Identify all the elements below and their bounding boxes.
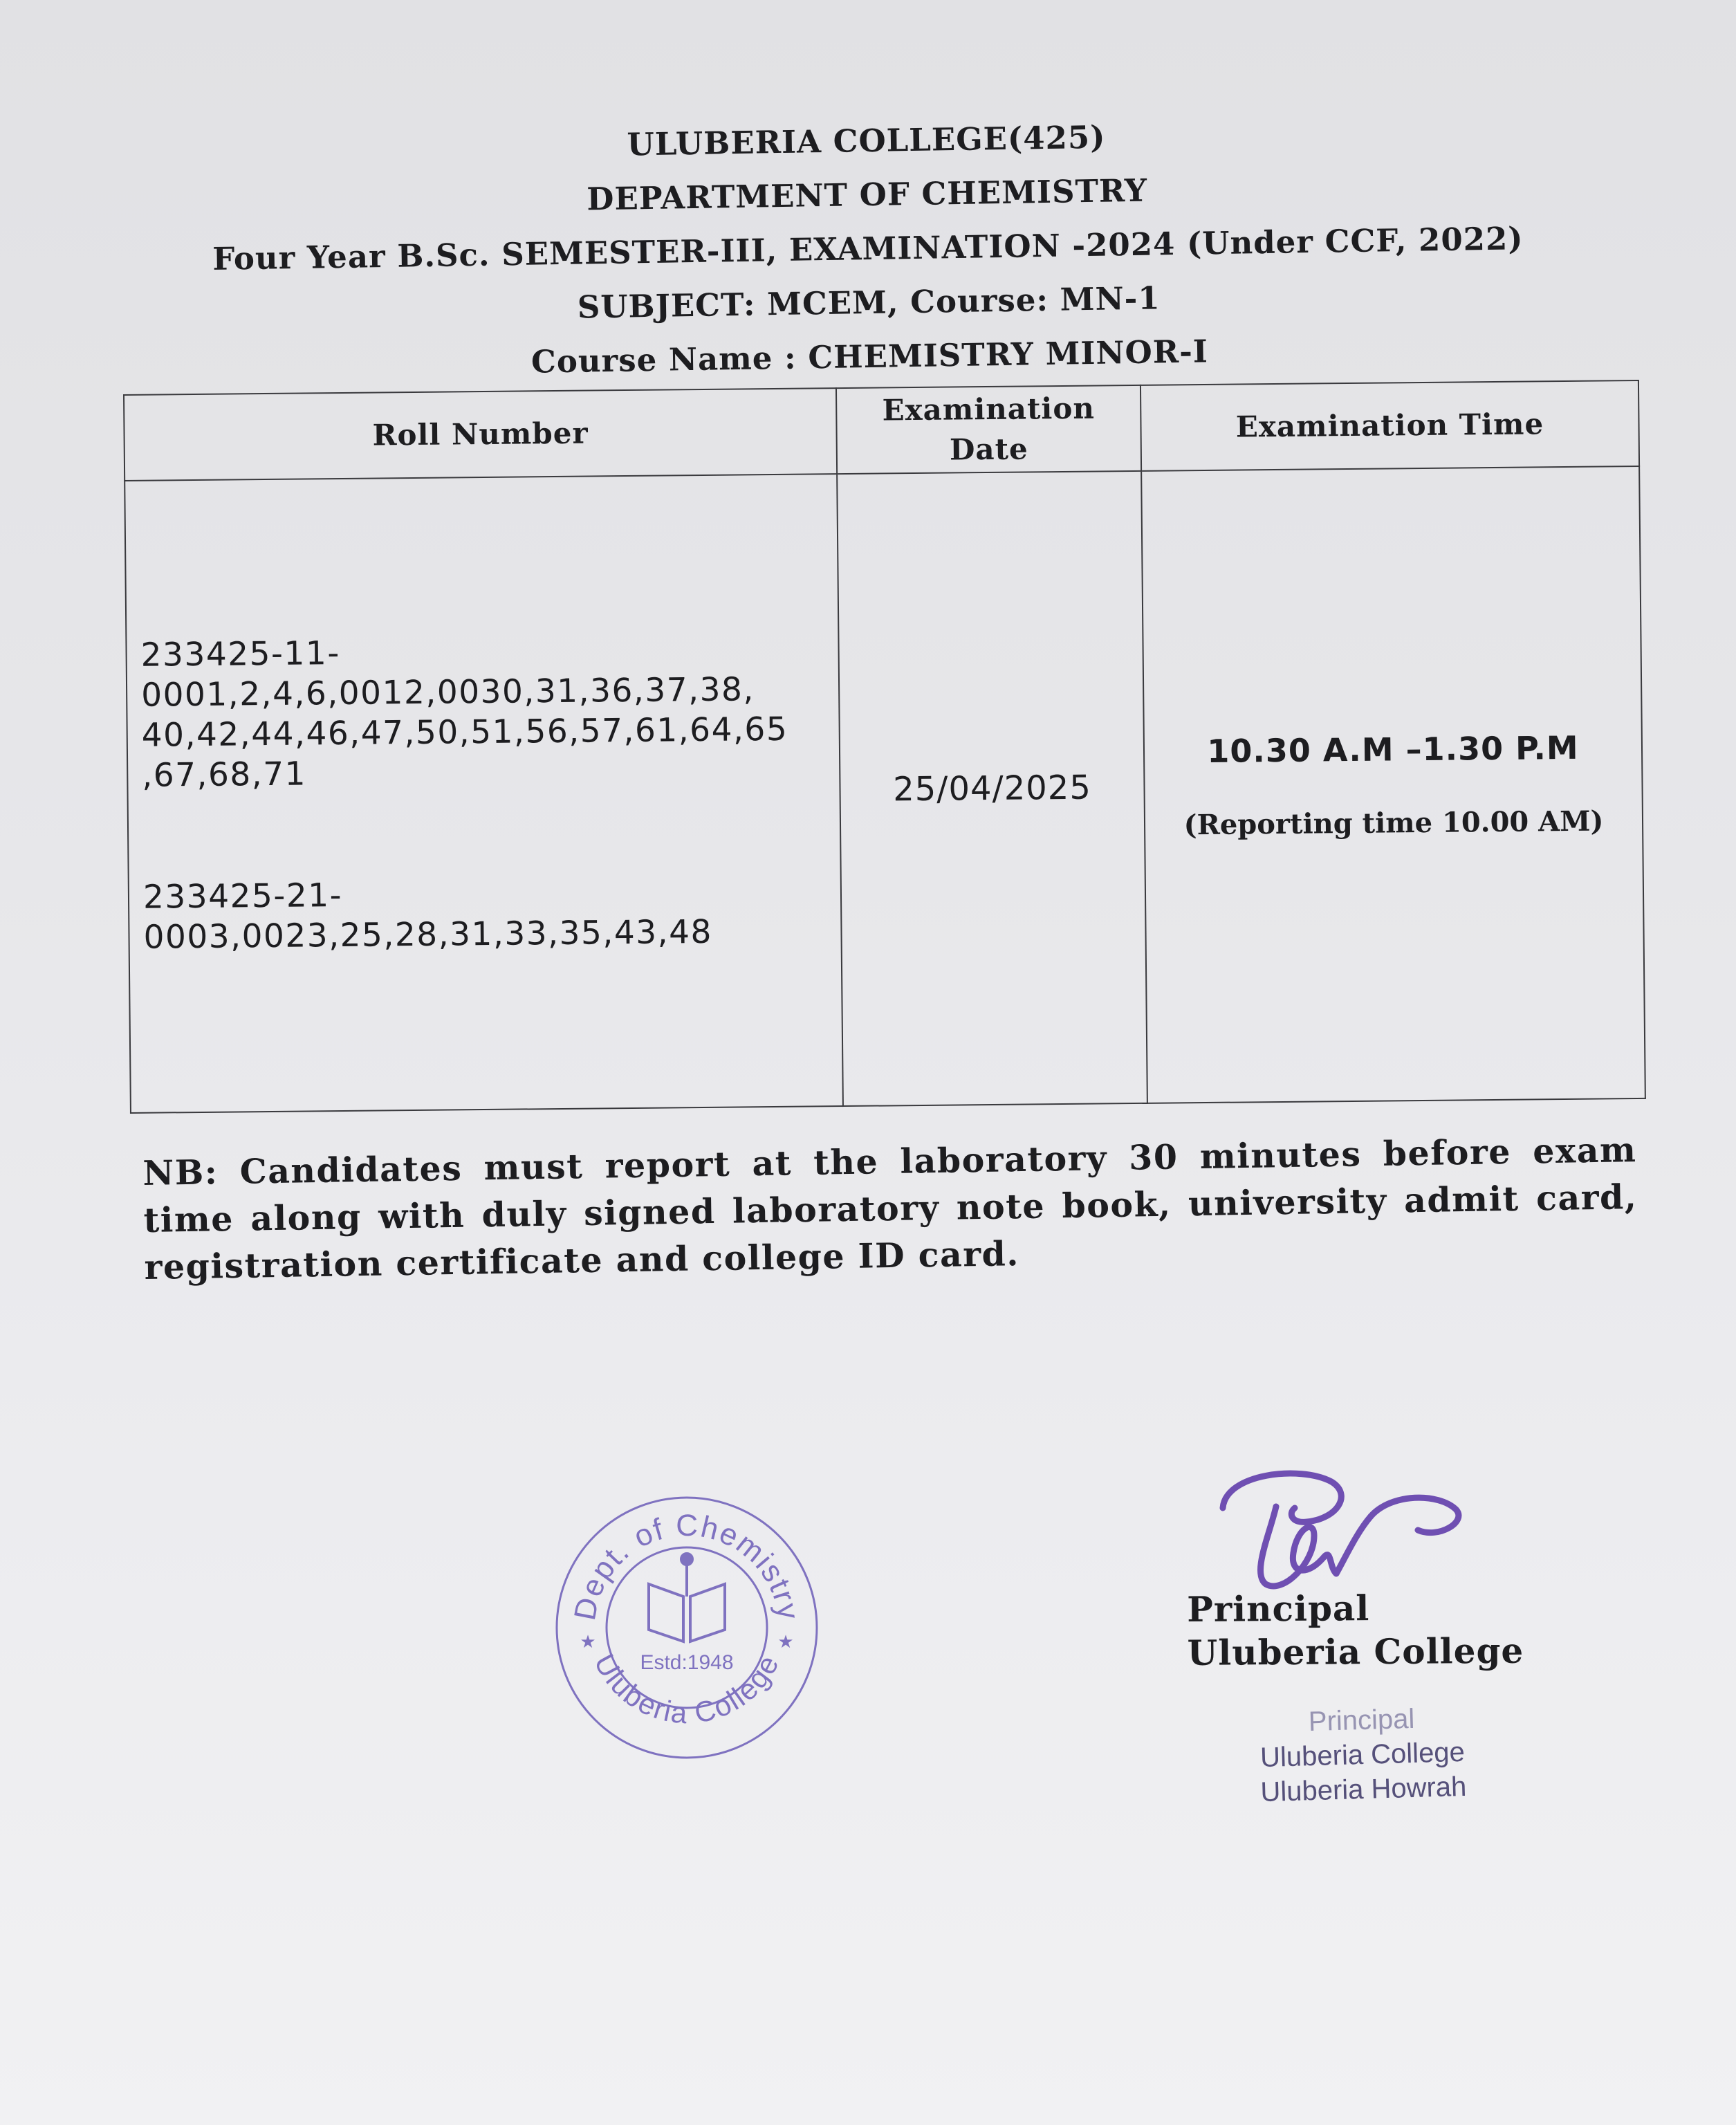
exam-date-cell: 25/04/2025: [837, 471, 1147, 1106]
exam-time-cell: [1141, 466, 1645, 1103]
book-emblem-icon: [649, 1554, 725, 1641]
seal-star-right: ★: [777, 1632, 794, 1653]
exam-time: 10.30 A.M –1.30 P.M: [1207, 728, 1579, 770]
exam-date-header: Examination Date: [836, 385, 1141, 474]
subject-line: SUBJECT: MCEM, Course: MN-1: [577, 279, 1161, 326]
candidate-note: NB: Candidates must report at the laboratory 30 minutes before exam time along with duly signed laboratory note book, university admit card, registration certificate and college ID card.: [142, 1130, 1638, 1287]
stamp-institution: Uluberia College: [1259, 1736, 1466, 1774]
college-name: ULUBERIA COLLEGE(425): [627, 118, 1106, 163]
svg-text:Dept. of Chemistry: Dept. of Chemistry: [567, 1508, 806, 1623]
signatory-block: [1187, 1585, 1524, 1675]
document-header: [157, 103, 1579, 395]
exam-schedule-table: [123, 380, 1646, 1114]
svg-text:Uluberia College: Uluberia College: [588, 1648, 786, 1730]
examination-title: Four Year B.Sc. SEMESTER-III, EXAMINATION -2024 (Under CCF, 2022): [212, 220, 1524, 277]
roll-numbers-cell: [124, 474, 843, 1113]
department-name: DEPARTMENT OF CHEMISTRY: [587, 172, 1148, 218]
table-row: [124, 466, 1645, 1113]
course-name: Course Name : CHEMISTRY MINOR-I: [530, 333, 1209, 380]
exam-time-header: Examination Time: [1141, 380, 1639, 471]
seal-star-left: ★: [580, 1632, 596, 1653]
department-seal-stamp: [552, 1493, 822, 1763]
stamp-location: Uluberia Howrah: [1259, 1771, 1467, 1808]
seal-established: Estd:1948: [640, 1651, 734, 1674]
signatory-institution: Uluberia College: [1187, 1630, 1524, 1673]
signatory-title: Principal: [1187, 1588, 1370, 1630]
roll-number-header: Roll Number: [124, 388, 837, 481]
reporting-time: (Reporting time 10.00 AM): [1183, 804, 1604, 841]
stamp-title: Principal: [1308, 1703, 1415, 1738]
roll-group-21: 233425-21- 0003,0023,25,28,31,33,35,43,48: [142, 876, 713, 957]
roll-group-11: 233425-11- 0001,2,4,6,0012,0030,31,36,37,38, 40,42,44,46,47,50,51,56,57,61,64,65 ,67,68,71: [140, 634, 788, 795]
principal-rubber-stamp: [1202, 1699, 1523, 1812]
table-header-row: [124, 380, 1639, 481]
